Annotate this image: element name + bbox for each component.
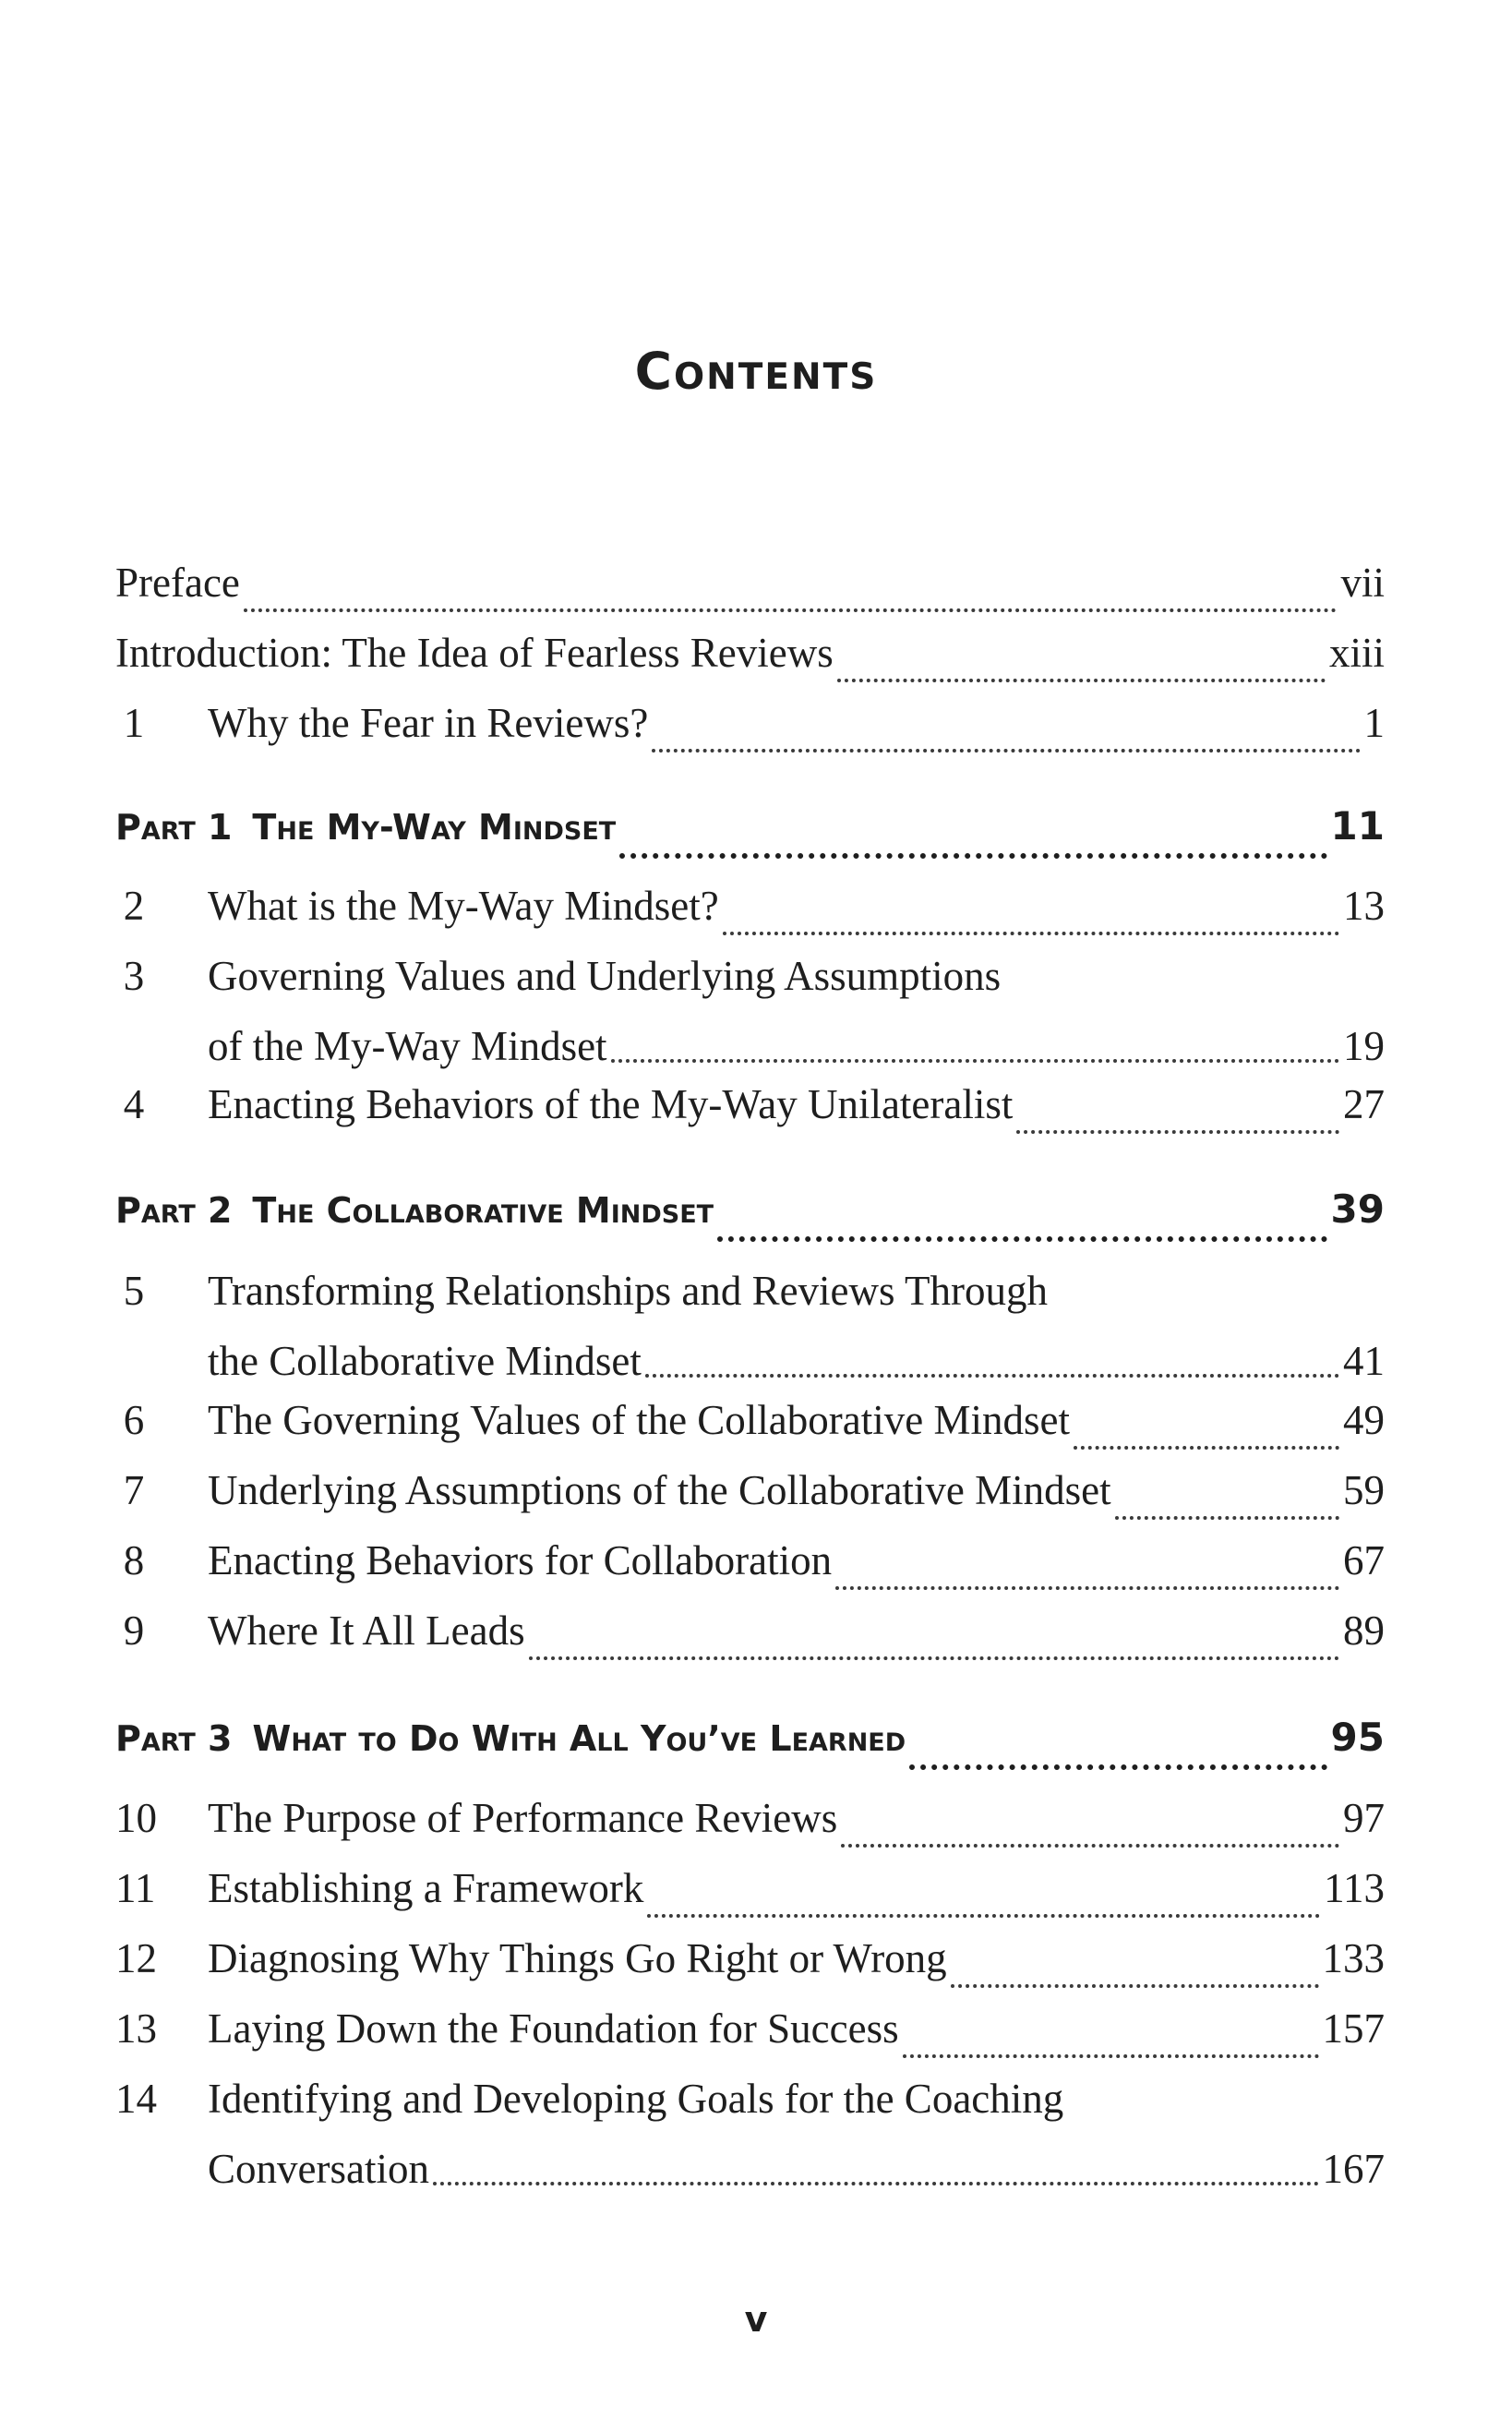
- toc-entry-chapter[interactable]: [115, 1536, 1385, 1607]
- entry-title: The Purpose of Performance Reviews: [208, 1795, 838, 1841]
- part-title: What to Do With All You’ve Learned: [252, 1718, 906, 1759]
- entry-title: Underlying Assumptions of the Collaborative Mindset: [208, 1467, 1111, 1513]
- chapter-number: 6: [123, 1397, 145, 1443]
- toc-part-1[interactable]: [115, 803, 1385, 868]
- entry-page: 67: [1343, 1537, 1385, 1583]
- toc-entry-chapter[interactable]: [115, 1934, 1385, 2005]
- dot-leader: [1074, 1446, 1339, 1450]
- entry-title: Identifying and Developing Goals for the Coaching: [208, 2076, 1064, 2122]
- contents-heading: Contents: [634, 342, 878, 401]
- entry-page: 41: [1343, 1338, 1385, 1384]
- dot-leader: [1016, 1130, 1339, 1134]
- dot-leader: [433, 2182, 1319, 2185]
- entry-page: 39: [1330, 1186, 1385, 1232]
- toc-part-3[interactable]: [115, 1715, 1385, 1779]
- entry-page: 133: [1322, 1935, 1385, 1981]
- entry-title: Preface: [115, 560, 240, 606]
- entry-title: Introduction: The Idea of Fearless Reviews: [115, 630, 834, 676]
- toc-entry-chapter[interactable]: [115, 1466, 1385, 1536]
- chapter-number: 5: [123, 1268, 145, 1314]
- dot-leader: [841, 1844, 1339, 1848]
- dot-leader: [647, 1914, 1320, 1918]
- dot-leader: [652, 749, 1360, 752]
- part-label: Part 1: [115, 807, 233, 848]
- toc-entry-chapter[interactable]: [115, 1396, 1385, 1466]
- dot-leader: [837, 679, 1326, 682]
- entry-page: xiii: [1328, 630, 1385, 676]
- entry-page: 97: [1343, 1795, 1385, 1841]
- dot-leader: [723, 932, 1339, 935]
- chapter-number: 12: [115, 1935, 157, 1981]
- entry-page: 113: [1324, 1865, 1385, 1911]
- entry-page: 11: [1330, 803, 1385, 849]
- entry-title-continued: Conversation: [208, 2146, 429, 2192]
- dot-leader: [611, 1059, 1339, 1063]
- toc-part-2[interactable]: [115, 1186, 1385, 1251]
- toc-entry-chapter[interactable]: [115, 1080, 1385, 1150]
- toc-entry-chapter[interactable]: [115, 1267, 1385, 1394]
- part-title: The Collaborative Mindset: [252, 1190, 714, 1231]
- entry-title-continued: the Collaborative Mindset: [208, 1338, 642, 1384]
- toc-entry-preface[interactable]: [115, 559, 1385, 629]
- entry-title: Laying Down the Foundation for Success: [208, 2005, 899, 2052]
- toc-entry-chapter[interactable]: [115, 699, 1385, 769]
- part-label: Part 2: [115, 1190, 233, 1231]
- entry-page: 27: [1343, 1081, 1385, 1127]
- part-label: Part 3: [115, 1718, 233, 1759]
- entry-page: 59: [1343, 1467, 1385, 1513]
- dot-leader: [717, 1236, 1326, 1242]
- entry-page: 167: [1322, 2146, 1385, 2192]
- dot-leader: [1115, 1516, 1339, 1520]
- chapter-number: 8: [123, 1537, 145, 1583]
- entry-title: The Governing Values of the Collaborative Mindset: [208, 1397, 1070, 1443]
- dot-leader: [951, 1984, 1319, 1988]
- entry-page: 19: [1343, 1023, 1385, 1069]
- entry-title: Why the Fear in Reviews?: [208, 700, 649, 746]
- toc-entry-chapter[interactable]: [115, 882, 1385, 952]
- entry-page: 13: [1343, 883, 1385, 929]
- page-folio: v: [744, 2299, 768, 2340]
- toc-entry-chapter[interactable]: [115, 1607, 1385, 1677]
- dot-leader: [903, 2054, 1319, 2058]
- toc-entry-chapter[interactable]: [115, 1794, 1385, 1864]
- toc-entry-chapter[interactable]: [115, 2075, 1385, 2202]
- entry-title: Enacting Behaviors of the My-Way Unilateralist: [208, 1081, 1014, 1127]
- entry-title-continued: of the My-Way Mindset: [208, 1023, 607, 1069]
- entry-title: Establishing a Framework: [208, 1865, 644, 1911]
- entry-title: Governing Values and Underlying Assumptions: [208, 953, 1002, 999]
- chapter-number: 13: [115, 2005, 157, 2052]
- chapter-number: 10: [115, 1795, 157, 1841]
- entry-page: 89: [1343, 1607, 1385, 1654]
- dot-leader: [909, 1764, 1326, 1770]
- entry-page: 49: [1343, 1397, 1385, 1443]
- dot-leader: [619, 853, 1326, 859]
- toc-entry-introduction[interactable]: [115, 629, 1385, 699]
- dot-leader: [645, 1374, 1339, 1378]
- entry-title: Diagnosing Why Things Go Right or Wrong: [208, 1935, 947, 1981]
- chapter-number: 11: [115, 1865, 156, 1911]
- entry-page: 1: [1363, 700, 1385, 746]
- chapter-number: 3: [123, 953, 145, 999]
- entry-title: What is the My-Way Mindset?: [208, 883, 719, 929]
- chapter-number: 14: [115, 2076, 157, 2122]
- toc-entry-chapter[interactable]: [115, 1864, 1385, 1934]
- chapter-number: 2: [123, 883, 145, 929]
- chapter-number: 9: [123, 1607, 145, 1654]
- entry-title: Transforming Relationships and Reviews Through: [208, 1268, 1048, 1314]
- dot-leader: [529, 1656, 1339, 1660]
- chapter-number: 1: [123, 700, 145, 746]
- entry-page: 95: [1330, 1715, 1385, 1760]
- dot-leader: [244, 608, 1338, 612]
- toc-entry-chapter[interactable]: [115, 2005, 1385, 2075]
- chapter-number: 4: [123, 1081, 145, 1127]
- toc-entry-chapter[interactable]: [115, 952, 1385, 1079]
- part-title: The My-Way Mindset: [252, 807, 617, 848]
- dot-leader: [835, 1586, 1339, 1590]
- entry-page: vii: [1340, 560, 1385, 606]
- entry-title: Enacting Behaviors for Collaboration: [208, 1537, 833, 1583]
- chapter-number: 7: [123, 1467, 145, 1513]
- entry-page: 157: [1322, 2005, 1385, 2052]
- entry-title: Where It All Leads: [208, 1607, 525, 1654]
